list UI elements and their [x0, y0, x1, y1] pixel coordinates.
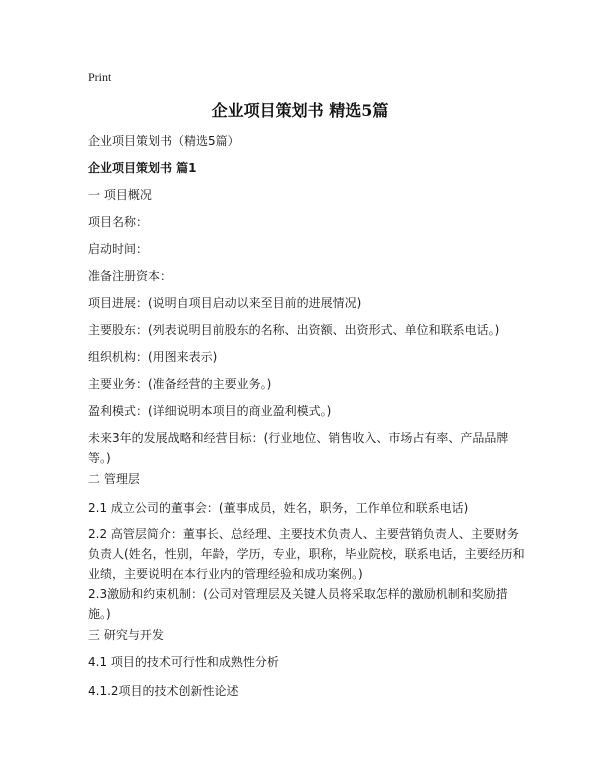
item-tech-feasibility: 4.1 项目的技术可行性和成熟性分析: [88, 655, 279, 669]
print-link[interactable]: Print: [88, 70, 112, 84]
field-strategy: 未来3年的发展战略和经营目标：(行业地位、销售收入、市场占有率、产品品牌等。): [88, 431, 509, 465]
heading-rnd: 三 研究与开发: [88, 628, 164, 642]
doc-subtitle: 企业项目策划书（精选5篇）: [88, 134, 240, 148]
field-organization: 组织机构：(用图来表示): [88, 350, 218, 364]
heading-project-overview: 一 项目概况: [88, 188, 152, 202]
heading-management: 二 管理层: [88, 472, 140, 486]
item-executives: 2.2 高管层简介：董事长、总经理、主要技术负责人、主要营销负责人、主要财务负责人(姓名，性别，年龄，学历，专业，职称，毕业院校，联系电话，主要经历和业绩，主要说明在本行业内的管理经验和成功案例。): [88, 527, 525, 581]
field-business: 主要业务：(准备经营的主要业务。): [88, 377, 272, 391]
field-shareholders: 主要股东：(列表说明目前股东的名称、出资额、出资形式、单位和联系电话。): [88, 323, 500, 337]
field-project-name: 项目名称：: [88, 215, 149, 229]
field-capital: 准备注册资本：: [88, 269, 173, 283]
field-profit-model: 盈利模式：(详细说明本项目的商业盈利模式。): [88, 404, 332, 418]
field-start-time: 启动时间：: [88, 242, 149, 256]
item-tech-innovation: 4.1.2项目的技术创新性论述: [88, 684, 239, 698]
item-incentives: 2.3激励和约束机制：(公司对管理层及关键人员将采取怎样的激励机制和奖励措施。): [88, 587, 508, 621]
item-board: 2.1 成立公司的董事会：(董事成员，姓名，职务，工作单位和联系电话): [88, 501, 469, 515]
section-heading-1: 企业项目策划书 篇1: [88, 161, 197, 175]
document-title: 企业项目策划书 精选5篇: [211, 101, 389, 120]
field-progress: 项目进展：(说明自项目启动以来至目前的进展情况): [88, 296, 362, 310]
